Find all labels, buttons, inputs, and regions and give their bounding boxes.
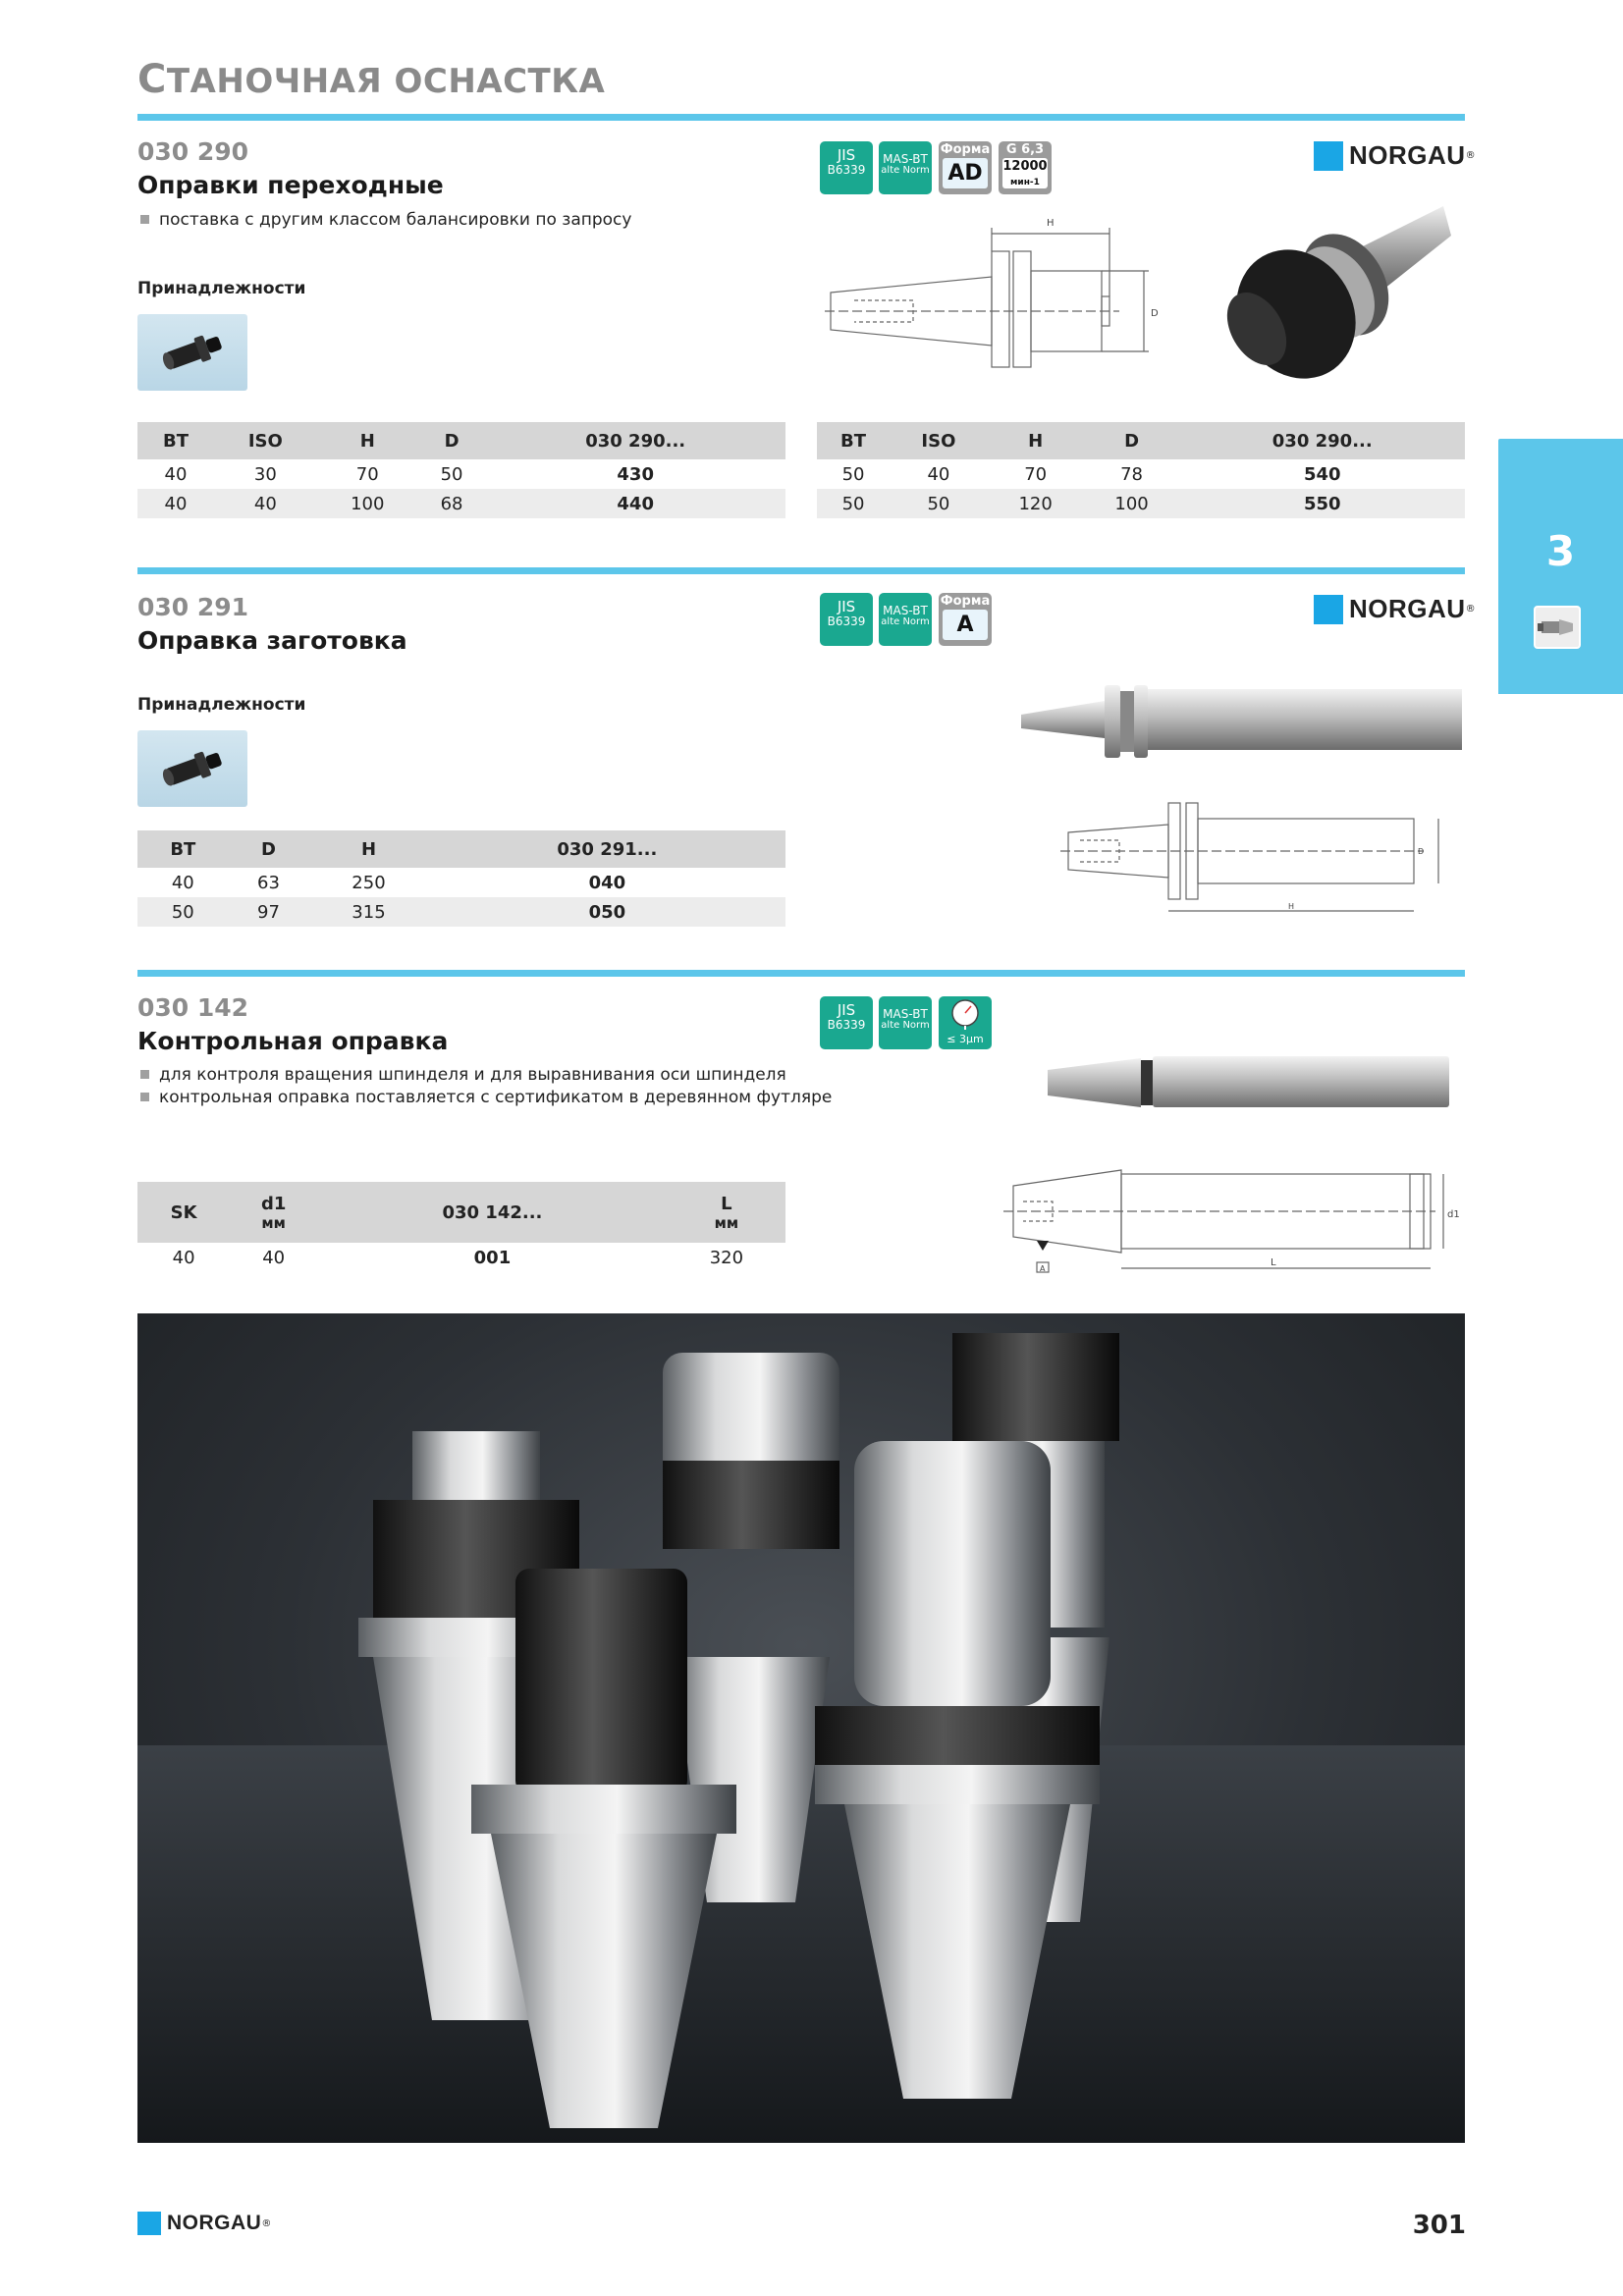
mas-bt-badge: MAS-BT alte Norm xyxy=(879,996,932,1049)
technical-drawing xyxy=(1003,1162,1460,1280)
mas-bt-badge: MAS-BT alte Norm xyxy=(879,141,932,194)
chapter-number: 3 xyxy=(1545,527,1576,575)
table-row[interactable]: 40 30 70 50 430 xyxy=(164,463,654,485)
jis-badge: JIS B6339 xyxy=(820,593,873,646)
table-row[interactable]: 50 97 315 050 xyxy=(137,897,785,927)
feature-list xyxy=(137,1064,832,1109)
technical-drawing xyxy=(1060,795,1453,923)
section-rule xyxy=(137,970,1465,977)
spec-table-bt50: BT ISO H D 030 290... 50 40 70 78 540 50 50 120 100 550 xyxy=(817,422,1465,518)
svg-text:D: D xyxy=(1418,847,1425,856)
product-title: Контрольная оправка xyxy=(137,1027,449,1055)
product-title: Оправки переходные xyxy=(137,171,444,199)
accessories-label: Принадлежности xyxy=(137,279,306,298)
form-badge: Форма AD xyxy=(939,141,992,194)
product-code: 030 290 xyxy=(137,137,249,166)
section-rule xyxy=(137,567,1465,574)
page-title: СТАНОЧНАЯ ОСНАСТКА xyxy=(137,57,606,102)
form-badge: Форма A xyxy=(939,593,992,646)
feature-list xyxy=(137,209,631,232)
svg-text:H: H xyxy=(1288,902,1295,911)
svg-text:d1: d1 xyxy=(1447,1209,1460,1220)
test-mandrel-image[interactable] xyxy=(1043,1048,1455,1117)
dial-gauge-badge: ≤ 3µm xyxy=(939,996,992,1049)
spec-table: SK d1 мм 030 142... L мм 40 40 001 320 xyxy=(137,1182,785,1272)
tool-holders-photo xyxy=(137,1313,1465,2143)
table-row[interactable]: 40 40 001 320 xyxy=(172,1247,744,1268)
product-code: 030 291 xyxy=(137,593,249,621)
svg-text:L: L xyxy=(1271,1257,1276,1268)
mas-bt-badge: MAS-BT alte Norm xyxy=(879,593,932,646)
dial-gauge-icon xyxy=(939,996,992,1030)
balance-badge: G 6,3 12000 мин-1 xyxy=(999,141,1052,194)
norgau-logo: NORGAU ® xyxy=(1314,594,1476,624)
spec-table: BT D H 030 291... 40 63 250 040 50 97 315 050 xyxy=(137,830,785,927)
accessories-label: Принадлежности xyxy=(137,695,306,715)
feature-item: поставка с другим классом балансировки по запросу xyxy=(137,209,631,232)
table-row[interactable]: 40 40 100 68 440 xyxy=(137,489,785,518)
page-number: 301 xyxy=(1412,2211,1466,2240)
header-rule xyxy=(137,114,1465,121)
table-row[interactable]: 50 50 120 100 550 xyxy=(817,489,1465,518)
jis-badge: JIS B6339 xyxy=(820,996,873,1049)
adapter-product-image[interactable] xyxy=(1198,196,1463,412)
tool-holder-icon xyxy=(1534,606,1581,649)
feature-item: для контроля вращения шпинделя и для выравнивания оси шпинделя xyxy=(137,1064,832,1087)
spec-table-bt40: BT ISO H D 030 290... 40 30 70 50 430 40 40 100 68 440 xyxy=(137,422,785,518)
pull-stud-image[interactable] xyxy=(137,730,247,807)
technical-drawing xyxy=(825,214,1159,410)
svg-text:D: D xyxy=(1151,308,1159,319)
blank-arbor-image[interactable] xyxy=(1016,677,1468,766)
product-code: 030 142 xyxy=(137,993,249,1022)
norgau-logo: NORGAU ® xyxy=(1314,140,1476,171)
footer-logo: NORGAU ® xyxy=(137,2212,271,2235)
jis-badge: JIS B6339 xyxy=(820,141,873,194)
feature-item: контрольная оправка поставляется с сертификатом в деревянном футляре xyxy=(137,1087,832,1109)
chapter-tab[interactable] xyxy=(1498,439,1623,694)
svg-text:H: H xyxy=(1047,218,1055,229)
product-title: Оправка заготовка xyxy=(137,626,407,655)
table-row[interactable]: 50 40 70 78 540 xyxy=(841,463,1341,485)
table-row[interactable]: 40 63 250 040 xyxy=(171,872,626,893)
pull-stud-image[interactable] xyxy=(137,314,247,391)
svg-text:A: A xyxy=(1040,1264,1046,1273)
